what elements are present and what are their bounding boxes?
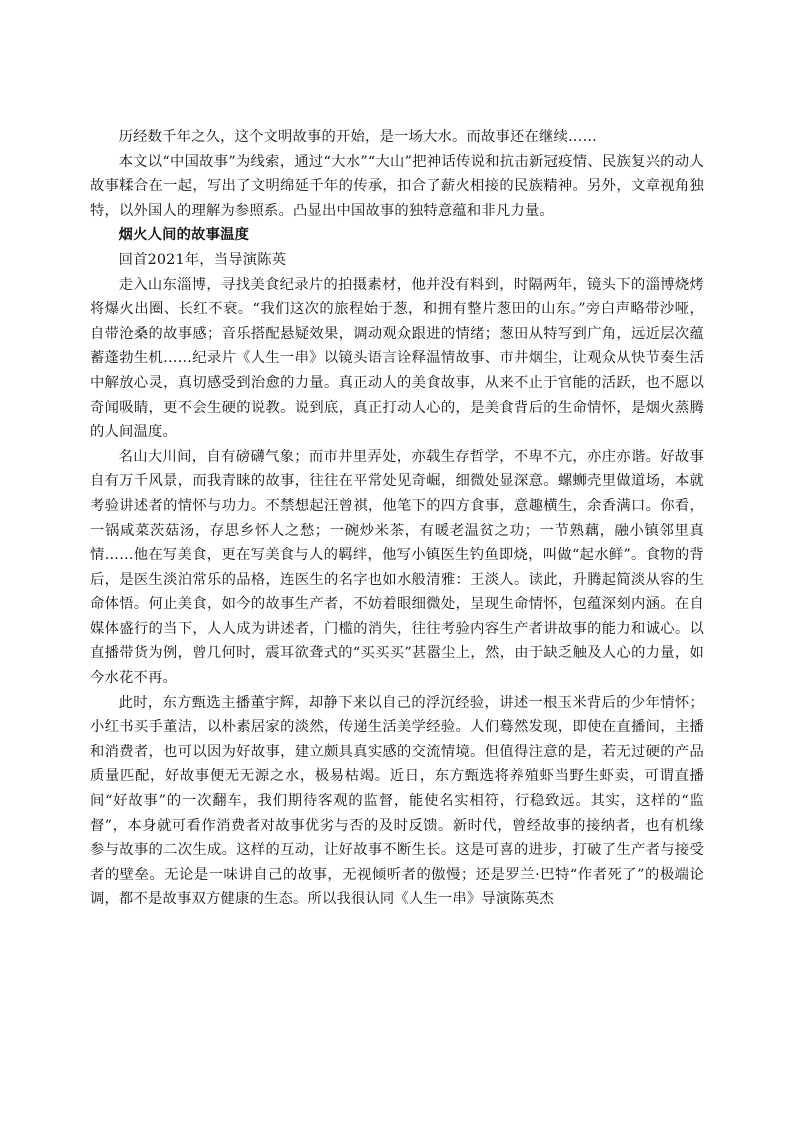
section-heading: 烟火人间的故事温度 xyxy=(118,227,250,244)
paragraph-intro: 历经数千年之久，这个文明故事的开始，是一场大水。而故事还在继续…… xyxy=(118,129,597,145)
document-body xyxy=(90,125,704,912)
paragraph-commentary: 本文以“中国故事”为线索，通过“大水”“大山”把神话传说和抗击新冠疫情、民族复兴的动人故事糅合在一起，写出了文明绵延千年的传承，扣合了薪火相接的民族精神。另外，文章视角独特，以外国人的理解为参照系。凸显出中国故事的独特意蕴和非凡力量。 xyxy=(90,153,704,219)
paragraph-body-3: 此时，东方甄选主播董宇辉，却静下来以自己的浮沉经验，讲述一根玉米背后的少年情怀；小红书买手董洁，以朴素居家的淡然，传递生活美学经验。人们蓦然发现，即使在直播间，主播和消费者，也可以因为好故事，建立颇具真实感的交流情境。但值得注意的是，若无过硬的产品质量匹配，好故事便无无源之水，极易枯竭。近日，东方甄选将养殖虾当野生虾卖，可谓直播间“好故事”的一次翻车，我们期待客观的监督，能使名实相符，行稳致远。其实，这样的“监督”，本身就可看作消费者对故事优劣与否的及时反馈。新时代，曾经故事的接纳者，也有机缘参与故事的二次生成。这样的互动，让好故事不断生长。这是可喜的进步，打破了生产者与接受者的壁垒。无论是一味讲自己的故事，无视倾听者的傲慢；还是罗兰·巴特“作者死了”的极端论调，都不是故事双方健康的生态。所以我很认同《人生一串》导演陈英杰 xyxy=(90,694,704,908)
paragraph-body-2: 名山大川间，自有磅礴气象；而市井里弄处，亦载生存哲学，不卑不亢，亦庄亦谐。好故事自有万千风景，而我青睐的故事，往往在平常处见奇崛，细微处显深意。螺蛳壳里做道场，本就考验讲述者的情怀与功力。不禁想起汪曾祺，他笔下的四方食事，意趣横生，余香满口。你看，一锅咸菜茨菇汤，存思乡怀人之愁；一碗炒米茶，有暖老温贫之功；一节熟藕，融小镇邻里真情……他在写美食，更在写美食与人的羁绊，他写小镇医生钓鱼即烧，叫做“起水鲜”。食物的背后，是医生淡泊常乐的品格，连医生的名字也如水般清雅：王淡人。读此，升腾起简淡从容的生命体悟。何止美食，如今的故事生产者，不妨着眼细微处，呈现生命情怀，包蕴深刻内涵。在自媒体盛行的当下，人人成为讲述者，门槛的消失，往往考验内容生产者讲故事的能力和诚心。以直播带货为例，曾几何时，震耳欲聋式的“买买买”甚嚣尘上，然，由于缺乏触及人心的力量，如今水花不再。 xyxy=(90,448,704,687)
paragraph-body-1: 走入山东淄博，寻找美食纪录片的拍摄素材，他并没有料到，时隔两年，镜头下的淄博烧烤将爆火出圈、长红不衰。“我们这次的旅程始于葱，和拥有整片葱田的山东。”旁白声略带沙哑，自带沧桑的故事感；音乐搭配悬疑效果，调动观众跟进的情绪；葱田从特写到广角，远近层次蕴蓄蓬勃生机……纪录片《人生一串》以镜头语言诠释温情故事、市井烟尘，让观众从快节奏生活中解放心灵，真切感受到治愈的力量。真正动人的美食故事，从来不止于官能的活跃，也不愿以奇闻吸睛，更不会生硬的说教。说到底，真正打动人心的，是美食背后的生命情怀，是烟火蒸腾的人间温度。 xyxy=(90,276,704,441)
paragraph-lead: 回首2021年，当导演陈英 xyxy=(118,251,287,268)
